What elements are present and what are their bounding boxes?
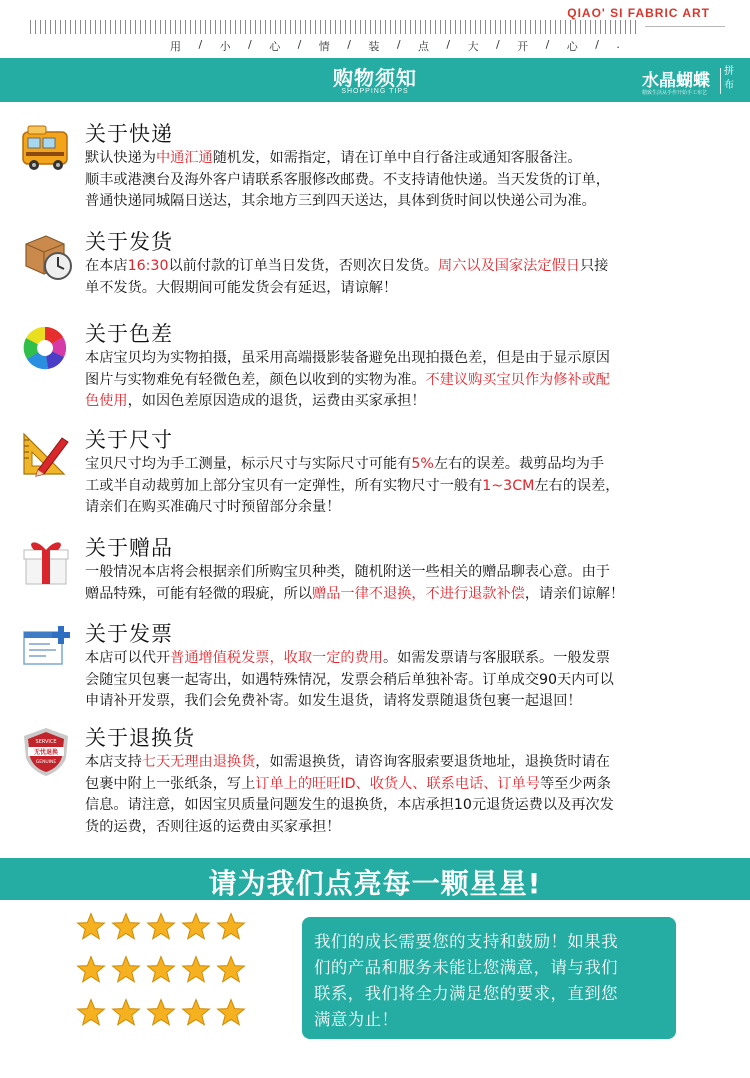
section-body <box>85 256 745 299</box>
package-clock-icon <box>20 230 74 282</box>
slogan-char: 用 <box>170 40 181 53</box>
section-title: 关于发票 <box>85 622 173 646</box>
body-text: 默认快递为 <box>85 150 156 166</box>
star-icon[interactable] <box>76 998 106 1028</box>
slogan-char: / <box>496 38 500 51</box>
highlight-text: 订单上的旺旺ID、收货人、联系电话、订单号 <box>255 775 540 792</box>
section-line <box>85 454 745 476</box>
slogan-char: 装 <box>368 40 380 53</box>
star-icon[interactable] <box>76 955 106 985</box>
section-line <box>85 191 745 213</box>
section-line <box>85 648 745 670</box>
highlight-text: 16:30 <box>127 258 169 274</box>
body-text: 图片与实物难免有轻微色差，颜色以收到的实物为准。 <box>85 371 426 388</box>
body-text: ，请亲们谅解！ <box>524 585 625 602</box>
section-body <box>85 348 745 413</box>
brand-logo <box>642 62 742 100</box>
body-text: 信息。请注意，如因宝贝质量问题发生的退换货，本店承担10元退货运费以及再次发 <box>85 797 614 813</box>
slogan-char: / <box>446 38 451 51</box>
star-icon[interactable] <box>146 912 176 942</box>
slogan <box>170 38 620 54</box>
section-line <box>85 348 745 370</box>
body-text: 普通快递同城隔日送达，其余地方三到四天送达，具体到货时间以快递公司为准。 <box>85 193 596 209</box>
body-text: 随机发，如需指定，请在订单中自行备注或通知客服备注。 <box>212 150 582 166</box>
logo-tagline: 精致生活从手作开始手工布艺 <box>642 90 708 96</box>
section-line <box>85 497 745 519</box>
body-text: 工或半自动裁剪加上部分宝贝有一定弹性，所有实物尺寸一般有 <box>85 477 483 494</box>
slogan-char: 小 <box>219 40 231 53</box>
feedback-line: 联系，我们将全力满足您的要求，直到您 <box>314 984 619 1003</box>
section-title: 关于快递 <box>85 122 173 146</box>
body-text: 左右的误差， <box>534 477 620 494</box>
section-title: 关于发货 <box>85 230 173 254</box>
star-icon[interactable] <box>181 912 211 942</box>
star-icon[interactable] <box>111 998 141 1028</box>
section-line <box>85 774 745 796</box>
invoice-icon <box>20 622 74 674</box>
section-body <box>85 562 745 605</box>
highlight-text: 色使用 <box>85 393 128 409</box>
slogan-char: / <box>347 38 351 51</box>
body-text: 顺丰或港澳台及海外客户请联系客服修改邮费。不支持请他快递。当天发货的订单， <box>85 171 610 188</box>
feedback-message <box>302 917 676 1039</box>
body-text: 本店支持 <box>85 754 142 770</box>
section-title: 关于赠品 <box>85 536 173 560</box>
slogan-char: / <box>248 38 252 51</box>
badge-main-text: 无忧退换 <box>33 749 59 756</box>
rating-banner-title: 请为我们点亮每一颗星星! <box>208 867 542 900</box>
highlight-text: 周六以及国家法定假日 <box>438 258 580 274</box>
slogan-char: 心 <box>566 40 578 53</box>
section-body <box>85 454 745 519</box>
body-text: 在本店 <box>85 258 128 274</box>
body-text: 等至少两条 <box>539 775 611 792</box>
section-line <box>85 691 745 713</box>
slogan-char: . <box>616 38 620 51</box>
section-line <box>85 391 745 413</box>
banner-title: 购物须知 <box>333 66 417 90</box>
body-text: 一般情况本店将会根据亲们所购宝贝种类，随机附送一些相关的赠品聊表心意。由于 <box>85 564 610 580</box>
slogan-char: / <box>297 38 302 51</box>
feedback-line: 们的产品和服务未能让您满意，请与我们 <box>314 958 619 977</box>
color-wheel-icon <box>20 322 74 374</box>
slogan-char: 心 <box>269 40 281 53</box>
slogan-char: / <box>595 38 599 51</box>
logo-side-text <box>724 65 734 93</box>
star-icon[interactable] <box>111 955 141 985</box>
body-text: 请亲们在购买准确尺寸时预留部分余量！ <box>85 499 341 515</box>
star-icon[interactable] <box>216 912 246 942</box>
body-text: 只接 <box>579 258 609 274</box>
body-text: 左右的误差。裁剪品均为手 <box>433 456 605 472</box>
feedback-line: 满意为止！ <box>314 1010 399 1029</box>
section-line <box>85 795 745 817</box>
star-icon[interactable] <box>216 955 246 985</box>
shopping-tips-banner <box>0 58 750 102</box>
body-text: 会随宝贝包裹一起寄出，如遇特殊情况，发票会稍后单独补寄。订单成交90天内可以 <box>85 671 614 688</box>
slogan-char: 大 <box>467 40 479 53</box>
section-body <box>85 752 745 838</box>
section-line <box>85 256 745 278</box>
slogan-char: / <box>198 38 203 51</box>
gift-box-icon <box>20 536 74 588</box>
section-line <box>85 584 745 606</box>
highlight-text: 5% <box>411 456 434 472</box>
decorative-ruler-ticks <box>30 20 640 34</box>
body-text: 本店宝贝均为实物拍摄，虽采用高端摄影装备避免出现拍摄色差，但是由于显示原因 <box>85 350 610 366</box>
section-body <box>85 148 745 213</box>
body-text: 包裹中附上一张纸条，写上 <box>85 775 256 792</box>
section-line <box>85 670 745 692</box>
banner-subtitle: SHOPPING TIPS <box>341 88 409 95</box>
body-text: 。如需发票请与客服联系。一般发票 <box>382 650 610 666</box>
body-text: 货的运费，否则往返的运费由买家承担！ <box>85 818 341 835</box>
body-text: 申请补开发票，我们会免费补寄。如发生退货，请将发票随退货包裹一起退回！ <box>85 693 582 709</box>
body-text: 以前付款的订单当日发货，否则次日发货。 <box>168 258 439 274</box>
slogan-char: / <box>396 38 401 51</box>
section-line <box>85 817 745 839</box>
ruler-pencil-icon <box>20 428 74 480</box>
star-row <box>76 912 256 955</box>
feedback-line: 我们的成长需要您的支持和鼓励！如果我 <box>314 932 619 951</box>
section-title: 关于色差 <box>85 322 173 346</box>
section-line <box>85 752 745 774</box>
body-text: 宝贝尺寸均为手工测量，标示尺寸与实际尺寸可能有 <box>85 456 412 472</box>
section-title: 关于尺寸 <box>85 428 173 452</box>
badge-service-text: SERVICE <box>35 739 57 745</box>
star-icon[interactable] <box>76 912 106 942</box>
logo-text: 水晶蝴蝶 <box>642 71 710 91</box>
body-text: 本店可以代开 <box>85 650 171 666</box>
badge-genuine-text: GENUINE <box>35 760 57 765</box>
star-icon[interactable] <box>181 998 211 1028</box>
body-text: 单不发货。大假期间可能发货会有延迟，请谅解！ <box>85 279 398 296</box>
section-line <box>85 370 745 392</box>
highlight-text: 赠品一律不退换，不进行退款补偿 <box>312 585 525 602</box>
section-line <box>85 170 745 192</box>
highlight-text: 不建议购买宝贝作为修补或配 <box>425 371 610 388</box>
body-text: 赠品特殊，可能有轻微的瑕疵，所以 <box>85 585 313 602</box>
highlight-text: 七天无理由退换货 <box>141 754 256 770</box>
body-text: ，如需退换货，请咨询客服索要退货地址，退换货时请在 <box>255 754 610 770</box>
star-icon[interactable] <box>111 912 141 942</box>
highlight-text: 中通汇通 <box>155 150 213 166</box>
section-body <box>85 648 745 713</box>
section-title: 关于退换货 <box>85 726 195 750</box>
logo-side-char: 拼 <box>724 66 734 77</box>
section-line <box>85 476 745 498</box>
delivery-truck-icon <box>20 122 74 174</box>
rating-banner <box>0 858 750 900</box>
section-line <box>85 562 745 584</box>
body-text: ，如因色差原因造成的退货，运费由买家承担！ <box>127 393 426 409</box>
slogan-char: 点 <box>417 40 429 53</box>
star-icon[interactable] <box>216 998 246 1028</box>
star-icon[interactable] <box>146 998 176 1028</box>
brand-name: QIAO' SI FABRIC ART <box>567 6 710 20</box>
section-line <box>85 278 745 300</box>
star-row <box>76 998 256 1041</box>
service-shield-icon <box>20 726 74 778</box>
slogan-char: / <box>545 38 550 51</box>
highlight-text: 普通增值税发票，收取一定的费用 <box>170 650 383 666</box>
logo-side-char: 布 <box>724 80 734 91</box>
decorative-divider <box>645 26 725 27</box>
section-line <box>85 148 745 170</box>
star-icon[interactable] <box>146 955 176 985</box>
slogan-char: 情 <box>318 40 330 53</box>
slogan-char: 开 <box>517 40 529 53</box>
star-rating-group <box>76 912 256 1041</box>
logo-divider <box>720 68 721 94</box>
highlight-text: 1~3CM <box>482 477 535 494</box>
star-row <box>76 955 256 998</box>
star-icon[interactable] <box>181 955 211 985</box>
